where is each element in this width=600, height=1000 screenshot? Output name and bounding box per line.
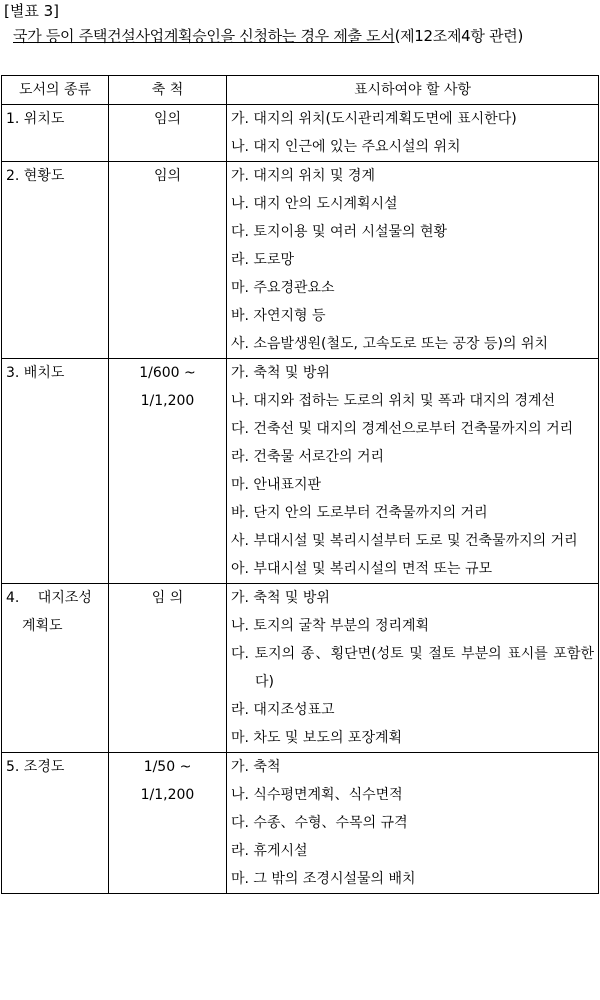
list-item: 마. 그 밖의 조경시설물의 배치 bbox=[231, 871, 416, 887]
doc-type: 5. 조경도 bbox=[2, 753, 109, 894]
table-row bbox=[2, 105, 599, 162]
items-cell bbox=[227, 105, 599, 162]
scale-cell bbox=[109, 105, 227, 162]
list-item: 바. 자연지형 등 bbox=[231, 308, 326, 324]
items-cell bbox=[227, 359, 599, 584]
scale-value: 1/600 ~ bbox=[139, 365, 196, 381]
scale-cell bbox=[109, 584, 227, 753]
appendix-label: [별표 3] bbox=[4, 2, 59, 20]
table-row bbox=[2, 753, 599, 894]
list-item: 나. 대지와 접하는 도로의 위치 및 폭과 대지의 경계선 bbox=[231, 393, 556, 409]
list-item: 다. 토지의 종、횡단면(성토 및 절토 부분의 표시를 포함한다) bbox=[231, 646, 594, 690]
table-row bbox=[2, 162, 599, 359]
list-item: 다. 수종、수형、수목의 규격 bbox=[231, 815, 408, 831]
doc-type: 4. 대지조성계획도 bbox=[2, 584, 109, 753]
scale-value: 1/1,200 bbox=[140, 393, 195, 409]
list-item: 마. 차도 및 보도의 포장계획 bbox=[231, 730, 403, 746]
list-item: 마. 안내표지판 bbox=[231, 477, 322, 493]
scale-value: 임의 bbox=[153, 168, 182, 184]
list-item: 나. 대지 인근에 있는 주요시설의 위치 bbox=[231, 139, 461, 155]
list-item: 마. 주요경관요소 bbox=[231, 280, 335, 296]
list-item: 가. 축척 및 방위 bbox=[231, 590, 330, 606]
title-suffix: (제12조제4항 관련) bbox=[394, 27, 524, 45]
doc-type: 3. 배치도 bbox=[2, 359, 109, 584]
list-item: 나. 대지 안의 도시계획시설 bbox=[231, 196, 398, 212]
table-row bbox=[2, 584, 599, 753]
items-cell bbox=[227, 162, 599, 359]
scale-value: 임 의 bbox=[151, 590, 184, 606]
list-item: 라. 건축물 서로간의 거리 bbox=[231, 449, 385, 465]
list-item: 라. 도로망 bbox=[231, 252, 294, 268]
documents-table bbox=[1, 75, 599, 894]
list-item: 가. 대지의 위치(도시관리계획도면에 표시한다) bbox=[231, 111, 517, 127]
header-items: 표시하여야 할 사항 bbox=[227, 76, 599, 105]
doc-type: 2. 현황도 bbox=[2, 162, 109, 359]
scale-cell bbox=[109, 753, 227, 894]
scale-cell bbox=[109, 359, 227, 584]
document-title bbox=[13, 25, 523, 47]
items-cell bbox=[227, 753, 599, 894]
scale-value: 임의 bbox=[153, 111, 182, 127]
list-item: 나. 토지의 굴착 부분의 정리계획 bbox=[231, 618, 430, 634]
list-item: 사. 부대시설 및 복리시설부터 도로 및 건축물까지의 거리 bbox=[231, 533, 578, 549]
list-item: 다. 토지이용 및 여러 시설물의 현황 bbox=[231, 224, 448, 240]
scale-value: 1/50 ~ bbox=[143, 759, 192, 775]
list-item: 나. 식수평면계획、식수면적 bbox=[231, 787, 403, 803]
scale-value: 1/1,200 bbox=[140, 787, 195, 803]
doc-type: 1. 위치도 bbox=[2, 105, 109, 162]
table-header-row bbox=[2, 76, 599, 105]
title-main: 국가 등이 주택건설사업계획승인을 신청하는 경우 제출 도서 bbox=[13, 27, 395, 45]
list-item: 바. 단지 안의 도로부터 건축물까지의 거리 bbox=[231, 505, 488, 521]
list-item: 사. 소음발생원(철도, 고속도로 또는 공장 등)의 위치 bbox=[231, 336, 549, 352]
items-cell bbox=[227, 584, 599, 753]
list-item: 가. 축척 bbox=[231, 759, 281, 775]
list-item: 다. 건축선 및 대지의 경계선으로부터 건축물까지의 거리 bbox=[231, 421, 574, 437]
scale-cell bbox=[109, 162, 227, 359]
list-item: 라. 대지조성표고 bbox=[231, 702, 335, 718]
list-item: 라. 휴게시설 bbox=[231, 843, 308, 859]
list-item: 가. 대지의 위치 및 경계 bbox=[231, 168, 375, 184]
header-scale: 축 척 bbox=[109, 76, 227, 105]
header-type: 도서의 종류 bbox=[2, 76, 109, 105]
list-item: 아. 부대시설 및 복리시설의 면적 또는 규모 bbox=[231, 561, 493, 577]
table-row bbox=[2, 359, 599, 584]
list-item: 가. 축척 및 방위 bbox=[231, 365, 330, 381]
